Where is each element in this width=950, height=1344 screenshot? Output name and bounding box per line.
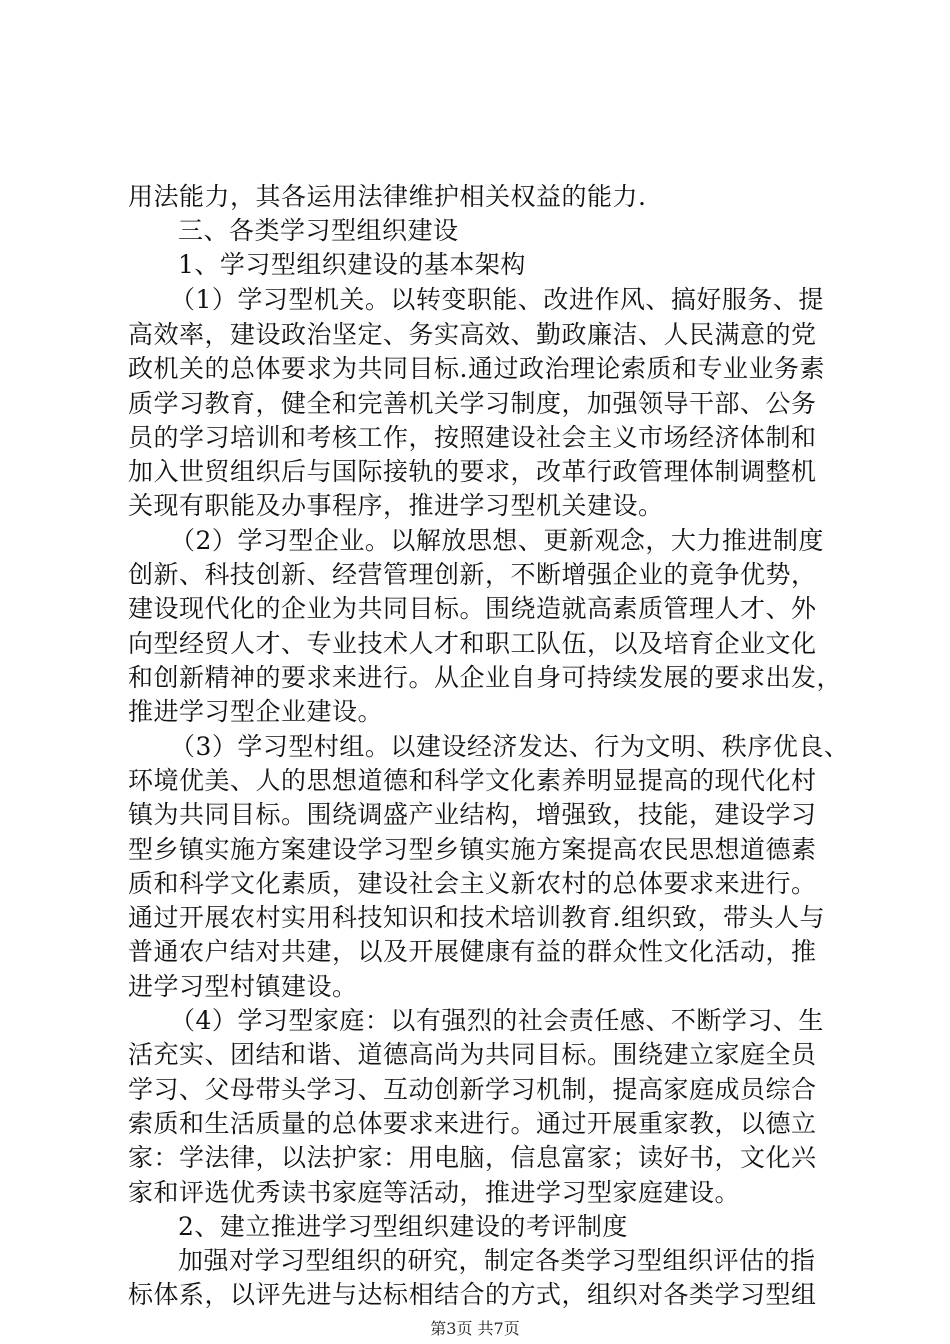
text-line: 环境优美、人的思想道德和科学文化素养明显提高的现代化村 (128, 766, 817, 795)
text-line: 进学习型村镇建设。 (128, 972, 358, 1001)
text-line: 家和评选优秀读书家庭等活动，推进学习型家庭建设。 (128, 1178, 741, 1207)
text-line: 向型经贸人才、专业技术人才和职工队伍，以及培育企业文化 (128, 629, 817, 658)
text-line: 镇为共同目标。围绕调盛产业结构，增强致，技能，建设学习 (128, 800, 817, 829)
page-number-footer: 第3页 共7页 (430, 1319, 520, 1338)
text-line: 推进学习型企业建设。 (128, 697, 384, 726)
text-line: 政机关的总体要求为共同目标.通过政治理论索质和专业业务素 (128, 354, 825, 383)
text-line: 质和科学文化素质，建设社会主义新农村的总体要求来进行。 (128, 869, 817, 898)
text-line: 创新、科技创新、经营管理创新，不断增强企业的竟争优势， (128, 560, 817, 589)
text-line: 用法能力，其各运用法律维护相关权益的能力. (128, 182, 647, 211)
text-line: 加入世贸组织后与国际接轨的要求，改革行政管理体制调整机 (128, 457, 817, 486)
text-line: 家：学法律，以法护家：用电脑，信息富家；读好书，文化兴 (128, 1143, 817, 1172)
text-line: 员的学习培训和考核工作，按照建设社会主义市场经济体制和 (128, 423, 817, 452)
text-line: 建设现代化的企业为共同目标。围绕造就高素质管理人才、外 (128, 594, 817, 623)
text-line: （3）学习型村组。以建设经济发达、行为文明、秩序优良、 (170, 732, 850, 761)
text-line: 标体系，以评先进与达标相结合的方式，组织对各类学习型组 (128, 1280, 817, 1309)
subsection-heading: 1、学习型组织建设的基本架构 (178, 250, 526, 279)
subsection-heading: 2、建立推进学习型组织建设的考评制度 (178, 1212, 628, 1241)
text-line: （2）学习型企业。以解放思想、更新观念，大力推进制度 (170, 526, 824, 555)
text-line: 高效率，建设政治坚定、务实高效、勤政廉洁、人民满意的党 (128, 320, 817, 349)
text-line: 质学习教育，健全和完善机关学习制度，加强领导干部、公务 (128, 389, 817, 418)
section-heading: 三、各类学习型组织建设 (178, 216, 459, 245)
text-line: （1）学习型机关。以转变职能、改进作风、搞好服务、提 (170, 285, 824, 314)
text-line: 加强对学习型组织的研究，制定各类学习型组织评估的指 (178, 1246, 816, 1275)
text-line: 通过开展农村实用科技知识和技术培训教育.组织致，带头人与 (128, 903, 825, 932)
text-line: 关现有职能及办事程序，推进学习型机关建设。 (128, 491, 664, 520)
text-line: （4）学习型家庭：以有强烈的社会责任感、不断学习、生 (170, 1006, 824, 1035)
text-line: 活充实、团结和谐、道德高尚为共同目标。围绕建立家庭全员 (128, 1040, 817, 1069)
text-line: 普通农户结对共建，以及开展健康有益的群众性文化活动，推 (128, 937, 817, 966)
text-line: 型乡镇实施方案建设学习型乡镇实施方案提高农民思想道德素 (128, 835, 817, 864)
text-line: 学习、父母带头学习、互动创新学习机制，提高家庭成员综合 (128, 1075, 817, 1104)
text-line: 索质和生活质量的总体要求来进行。通过开展重家教，以德立 (128, 1109, 817, 1138)
text-line: 和创新精神的要求来进行。从企业自身可持续发展的要求出发， (128, 663, 843, 692)
